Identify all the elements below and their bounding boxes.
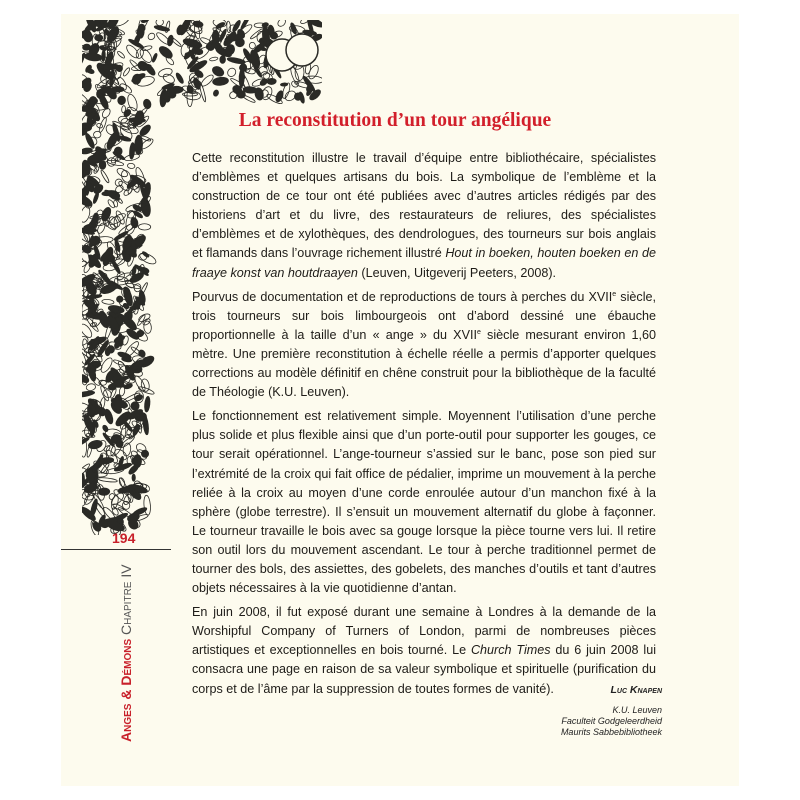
text: (Leuven, Uitgeverij Peeters, 2008). xyxy=(357,265,557,280)
leaf-mark xyxy=(143,321,152,334)
leaf-mark xyxy=(213,89,220,97)
superscript: e xyxy=(612,290,617,298)
paragraph-3: Le fonctionnement est relativement simple. Moyennent l’utilisation d’une perche plus solide et plus flexible ainsi que d’un porte-outil pour supporter les gouges, ce tour serait opérationnel. L’ange-tourneur s’assied sur le banc, pose son pied sur l’extrémité de la croix qui fait office de pédalier, imprime un mouvement à la perche reliée à la croix au moyen d’une corde enroulée autour d’un manchon fixé à la sphère (globe terrestre). Il s’ensuit un mouvement alternatif du globe à façonner. Le tourneur travaille le bois avec sa gouge lorsque la pièce tourne vers lui. Il retire son outil lors du mouvement ascendant. Le tour à perche traditionnel permet de tourner des bols, des assiettes, des gobelets, des manches d’outils et tant d’autres objets nécessaires à la vie quotidienne d’antan. xyxy=(192,409,656,596)
page-title: La reconstitution d’un tour angélique xyxy=(238,110,552,131)
leaf-mark xyxy=(96,123,103,129)
leaf-mark xyxy=(89,498,98,517)
leaf-mark xyxy=(93,131,101,138)
halo-mark xyxy=(286,34,318,66)
leaf-mark xyxy=(298,91,305,103)
running-head-book: Anges & Démons xyxy=(118,638,134,742)
leaf-mark xyxy=(132,474,135,481)
leaf-mark xyxy=(116,440,123,448)
leaf-mark xyxy=(102,299,115,305)
leaf-mark xyxy=(122,67,131,77)
leaf-mark xyxy=(121,105,125,113)
leaf-mark xyxy=(117,50,126,59)
leaf-mark xyxy=(138,24,145,32)
leaf-mark xyxy=(100,206,113,222)
leaf-mark xyxy=(118,135,131,142)
leaf-mark xyxy=(162,72,176,85)
leaf-mark xyxy=(220,56,226,64)
article-body xyxy=(192,149,656,704)
leaf-mark xyxy=(100,169,110,183)
leaf-mark xyxy=(98,477,118,483)
leaf-mark xyxy=(117,96,126,105)
affiliation-line: Maurits Sabbebibliotheek xyxy=(560,727,662,737)
text: En juin 2008, il fut exposé durant une semaine à Londres à la demande de la Worshipful Company of Turners of London, parmi de nombreuses pièces artistiques et exceptionnelles en bois tourné. Le xyxy=(192,605,656,658)
leaf-mark xyxy=(84,52,102,62)
leaf-mark xyxy=(132,506,148,517)
affiliation-line: Faculteit Godgeleerdheid xyxy=(561,716,662,726)
leaf-mark xyxy=(209,57,218,62)
leaf-mark xyxy=(156,20,164,26)
leaf-mark xyxy=(165,56,175,66)
leaf-mark xyxy=(138,224,151,230)
page-number-rule xyxy=(61,549,171,550)
running-head-chapter: Chapitre IV xyxy=(118,564,134,635)
leaf-mark xyxy=(165,21,171,33)
leaf-mark xyxy=(127,163,135,169)
leaf-mark xyxy=(103,408,114,425)
leaf-mark xyxy=(82,44,91,51)
leaf-mark xyxy=(105,348,110,356)
leaf-mark xyxy=(240,20,252,31)
page-number: 194 xyxy=(112,530,136,546)
book-title: Hout in boeken, houten boeken en de fraaye konst van houtdraayen xyxy=(192,246,656,280)
paragraph-4 xyxy=(192,603,656,698)
leaf-mark xyxy=(86,68,95,75)
leaf-mark xyxy=(138,123,152,137)
paragraph-1 xyxy=(192,149,656,283)
affiliation-line: K.U. Leuven xyxy=(612,705,662,715)
leaf-mark xyxy=(307,64,320,80)
author-name: Luc Knapen xyxy=(610,684,662,696)
text: Cette reconstitution illustre le travail d’équipe entre bibliothécaire, spécialistes d’emblèmes et quelques artisans du bois. La symbolique de l’emblème et la construction de ce tour ont été publiées avec d’autres articles rédigés par des historiens d’art et du livre, des restaurateurs de reliures, des spécialistes d’emblèmes et de xylothèques, des dendrologues, des tourneurs sur bois anglais et flamands dans l’ouvrage richement illustré xyxy=(192,151,656,261)
leaf-mark xyxy=(226,67,237,79)
leaf-mark xyxy=(93,166,100,174)
superscript: e xyxy=(477,328,481,336)
leaf-mark xyxy=(138,251,157,266)
leaf-mark xyxy=(147,32,156,41)
leaf-mark xyxy=(92,192,99,204)
leaf-mark xyxy=(212,77,229,87)
text: siècle, trois tourneurs sur bois limbourgeois ont d’abord dessiné une ébauche proportionnelle à la taille d’un « ange » du XVII xyxy=(192,289,656,342)
leaf-mark xyxy=(276,20,287,28)
leaf-mark xyxy=(84,132,96,149)
leaf-mark xyxy=(144,396,151,412)
paragraph-2 xyxy=(192,288,656,403)
text: siècle mesurant environ 1,60 mètre. Une première reconstitution à échelle réelle a permis d’apporter quelques corrections au modèle définitif en chêne construit pour la bibliothèque de la faculté de Théologie (K.U. Leuven). xyxy=(192,327,657,400)
leaf-mark xyxy=(82,390,95,398)
leaf-mark xyxy=(142,415,149,435)
leaf-mark xyxy=(267,78,277,85)
leaf-mark xyxy=(122,420,133,433)
leaf-mark xyxy=(137,349,146,358)
leaf-mark xyxy=(151,53,157,63)
leaf-mark xyxy=(86,383,96,391)
leaf-mark xyxy=(116,296,123,303)
newspaper-title: Church Times xyxy=(470,643,551,658)
leaf-mark xyxy=(92,376,102,387)
text: du 6 juin 2008 lui consacra une page en raison de sa valeur symbolique et spirituelle (purification du corps et de l’âme par la suppression de toutes formes de vanité). xyxy=(192,643,656,696)
leaf-mark xyxy=(175,72,185,84)
running-head xyxy=(118,564,134,742)
leaf-mark xyxy=(85,176,91,196)
leaf-mark xyxy=(141,20,150,24)
leaf-mark xyxy=(167,35,174,47)
leaf-mark xyxy=(158,67,174,78)
leaf-mark xyxy=(118,116,127,123)
text: Pourvus de documentation et de reproductions de tours à perches du XVII xyxy=(192,289,613,304)
leaf-mark xyxy=(88,439,103,450)
leaf-mark xyxy=(95,35,103,41)
leaf-mark xyxy=(82,147,93,155)
leaf-mark xyxy=(142,318,151,327)
